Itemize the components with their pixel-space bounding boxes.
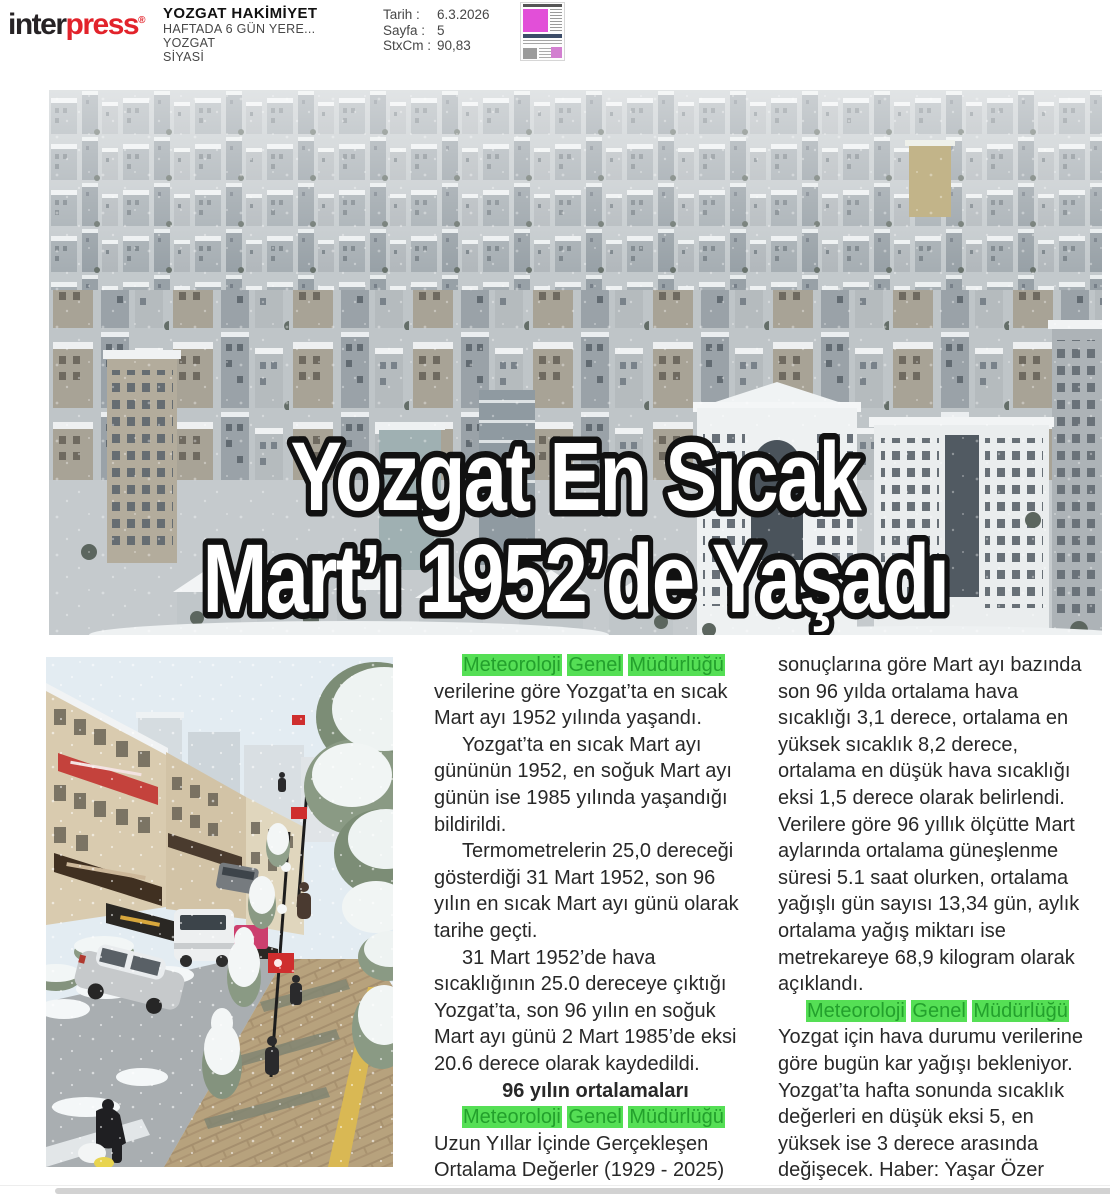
snowy-street-graphic xyxy=(46,657,393,1167)
paragraph-text: Uzun Yıllar İçinde Gerçekleşen Ortalama Değerler (1929 - 2025) xyxy=(434,1132,725,1182)
article-column-1 xyxy=(434,652,757,1184)
highlight-word: Genel xyxy=(568,1106,622,1129)
subheading: 96 yılın ortalamaları xyxy=(502,1079,689,1102)
highlight-word: Meteoroloji xyxy=(463,654,561,676)
highlight-word: Genel xyxy=(912,999,966,1022)
highlight-word: Müdürlüğü xyxy=(973,999,1068,1022)
meta-label: Tarih : xyxy=(383,7,420,22)
meta-value: 5 xyxy=(437,22,445,38)
meta-row-stxcm xyxy=(383,38,490,54)
publication-info xyxy=(163,7,317,64)
highlight-word: Genel xyxy=(568,654,622,676)
divider-line xyxy=(0,1185,1110,1186)
publication-city: YOZGAT xyxy=(163,36,216,50)
thumb-lead-image xyxy=(523,9,548,32)
thumb-ad-block xyxy=(551,47,562,58)
snowy-cityscape-graphic xyxy=(49,90,1102,635)
thumb-masthead xyxy=(523,4,562,7)
meta-row-page xyxy=(383,23,490,39)
highlight-word: Meteoroloji xyxy=(807,999,905,1022)
paragraph-text: Yozgat için hava durumu verilerine göre bugün kar yağışı bekleniyor. Yozgat’ta hafta sonunda sıcaklık değerleri en düşük eksi 5, en yüksek ise 3 derece arasında değişecek. Haber: Yaşar Özer xyxy=(778,1026,1083,1182)
street-photo-snowy-avenue xyxy=(46,657,393,1167)
logo-text-press: press xyxy=(65,8,139,41)
publication-frequency: HAFTADA 6 GÜN YERE... xyxy=(163,22,316,36)
article-column-2 xyxy=(778,652,1094,1184)
highlight-word: Meteoroloji xyxy=(463,1106,561,1129)
publication-category: SİYASİ xyxy=(163,50,205,64)
thumb-text-lines xyxy=(550,9,562,32)
paragraph xyxy=(434,652,757,732)
paragraph: Termometrelerin 25,0 dereceği gösterdiği 31 Mart 1952, son 96 yılın en sıcak Mart ayı günü olarak tarihe geçti. xyxy=(434,840,739,942)
registered-mark: ® xyxy=(138,15,146,26)
header xyxy=(0,0,1110,88)
highlight-word: Müdürlüğü xyxy=(629,654,724,676)
meta-label: Sayfa : xyxy=(383,22,426,38)
paragraph xyxy=(434,1104,757,1184)
headline-line1: Yozgat En Sıcak xyxy=(290,421,861,531)
meta-row-date xyxy=(383,7,490,23)
publication-name: YOZGAT HAKİMİYET xyxy=(163,5,318,22)
bottom-scrollbar[interactable] xyxy=(55,1188,1110,1194)
paragraph: sonuçlarına göre Mart ayı bazında son 96 yılda ortalama hava sıcaklığı 3,1 derece, ortalama en yüksek sıcaklık 8,2 derece, ortalama en düşük hava sıcaklığı eksi 1,5 derece olarak belirlendi. Verilere göre 96 yıllık ölçütte Mart aylarında ortalama güneşlenme süresi 5.1 saat olurken, ortalama yağışlı gün sayısı 13,34 gün, aylık ortalama yağış miktarı ise metrekareye 68,9 kilogram olarak açıklandı. xyxy=(778,654,1082,996)
paragraph xyxy=(778,998,1094,1184)
highlight-word: Müdürlüğü xyxy=(629,1106,724,1129)
thumb-headline-band xyxy=(523,34,562,38)
paragraph-text: verilerine göre Yozgat’ta en sıcak Mart ayı 1952 yılında yaşandı. xyxy=(434,680,728,730)
newspaper-page-thumbnail xyxy=(520,2,565,61)
thumb-photo-block xyxy=(523,48,537,59)
logo-text-inter: inter xyxy=(8,8,66,41)
paragraph: 31 Mart 1952’de hava sıcaklığının 25.0 dereceye çıktığı Yozgat’ta, son 96 yılın en soğuk Mart ayı günü 2 Mart 1985’de eksi 20.6 derece olarak kaydedildi. xyxy=(434,946,737,1075)
main-photo-snowy-city xyxy=(49,90,1102,635)
headline-line2: Mart’ı 1952’de Yaşadı xyxy=(202,523,949,633)
meta-value: 6.3.2026 xyxy=(437,7,490,22)
interpress-logo xyxy=(8,10,145,40)
meta-value: 90,83 xyxy=(437,38,471,53)
meta-label: StxCm : xyxy=(383,38,432,53)
thumb-text-lines xyxy=(523,40,562,46)
paragraph: Yozgat’ta en sıcak Mart ayı gününün 1952, en soğuk Mart ayı günün ise 1985 yılında yaşandığı bildirildi. xyxy=(434,733,732,836)
clip-metadata xyxy=(383,7,490,54)
